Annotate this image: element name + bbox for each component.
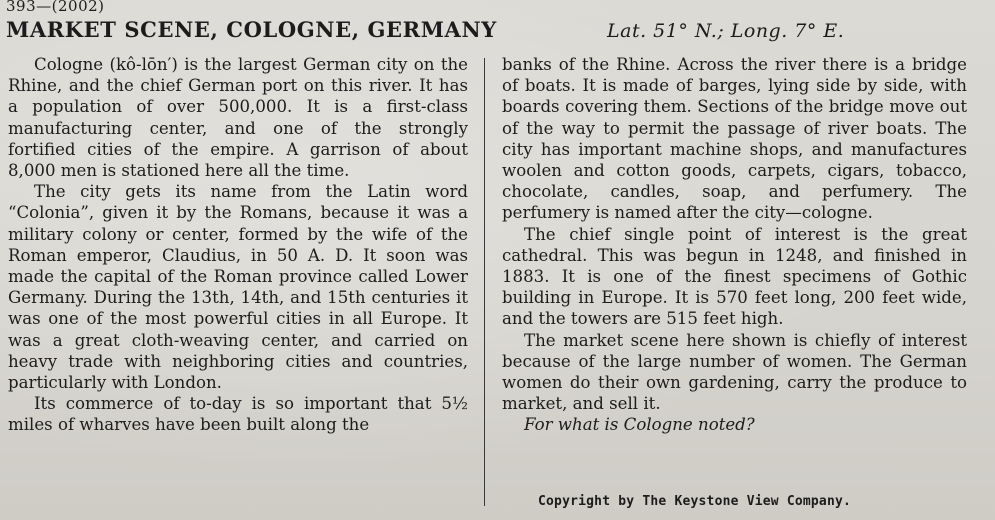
paragraph: Its commerce of to-day is so important that 5½ miles of wharves have been built along the <box>8 394 468 435</box>
lat-long: Lat. 51° N.; Long. 7° E. <box>607 20 845 42</box>
paragraph: The market scene here shown is chiefly of interest because of the large number of women. The German women do their own gardening, carry the produce to market, and sell it. <box>502 330 967 414</box>
left-column <box>8 54 468 436</box>
card-number: 393—(2002) <box>6 0 105 15</box>
paragraph: The city gets its name from the Latin word “Colonia”, given it by the Romans, because it was a military colony or center, formed by the wife of the Roman emperor, Claudius, in 50 A. D. It soon was made the capital of the Roman province called Lower Germany. During the 13th, 14th, and 15th centuries it was one of the most powerful cities in all Europe. It was a great cloth-weaving center, and carried on heavy trade with neighboring cities and countries, particularly with London. <box>8 182 468 393</box>
right-column <box>502 54 967 436</box>
paragraph: banks of the Rhine. Across the river there is a bridge of boats. It is made of barges, lying side by side, with boards covering them. Sections of the bridge move out of the way to permit the passage of river boats. The city has important machine shops, and manufactures woolen and cotton goods, carpets, cigars, tobacco, chocolate, candles, soap, and perfumery. The perfumery is named after the city—cologne. <box>502 55 967 223</box>
copyright-line: Copyright by The Keystone View Company. <box>538 494 852 509</box>
page-title: MARKET SCENE, COLOGNE, GERMANY <box>6 17 497 42</box>
paragraph: The chief single point of interest is the great cathedral. This was begun in 1248, and finished in 1883. It is one of the finest specimens of Gothic building in Europe. It is 570 feet long, 200 feet wide, and the towers are 515 feet high. <box>502 224 967 329</box>
question: For what is Cologne noted? <box>524 415 755 435</box>
paragraph: Cologne (kô-lōn′) is the largest German city on the Rhine, and the chief German port on this river. It has a population of over 500,000. It is a first-class manufacturing center, and one of the strongly fortified cities of the empire. A garrison of about 8,000 men is stationed here all the time. <box>8 55 468 181</box>
column-divider <box>484 58 485 506</box>
